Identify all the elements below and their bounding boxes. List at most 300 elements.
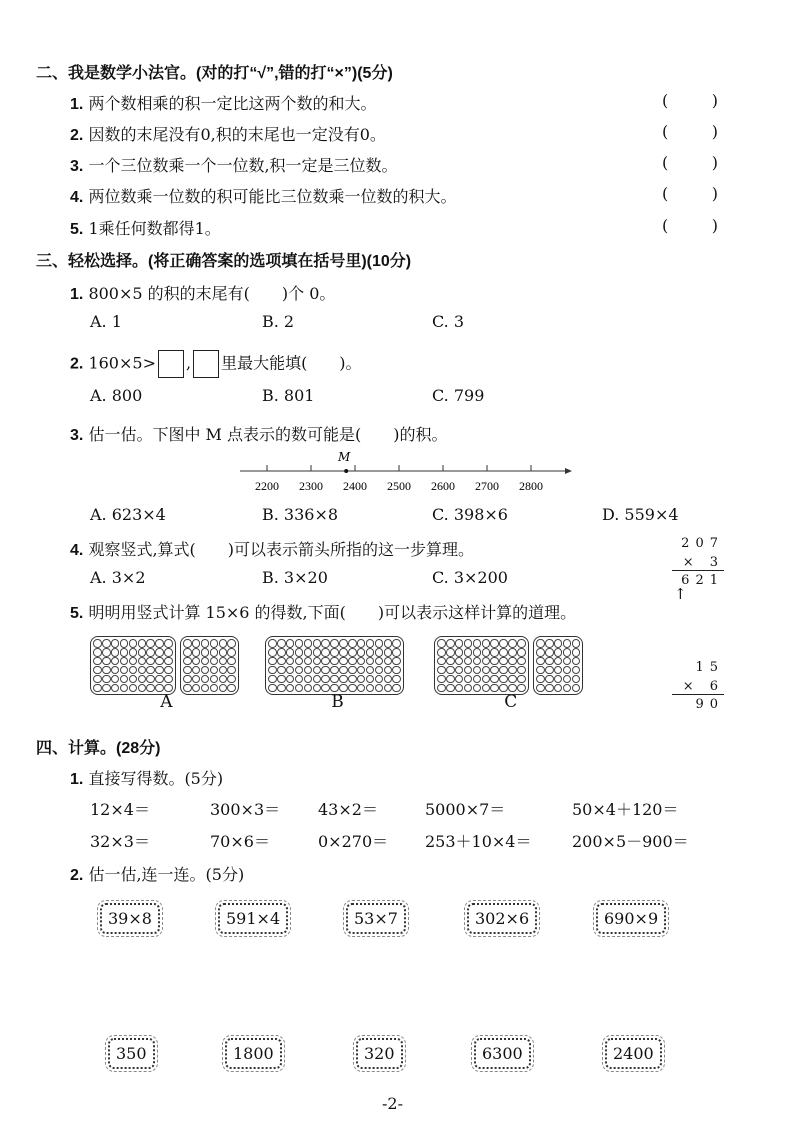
- dot: [102, 666, 111, 675]
- dot: [268, 657, 277, 666]
- dot: [554, 666, 563, 675]
- dot: [321, 684, 330, 693]
- dot: [437, 675, 446, 684]
- dot: [508, 657, 517, 666]
- dot: [545, 657, 554, 666]
- q-text: 明明用竖式计算 15×6 的得数,下面( )可以表示这样计算的道理。: [88, 603, 577, 622]
- calc-problem: 0×270＝: [318, 832, 389, 851]
- dot: [93, 684, 102, 693]
- dot: [129, 666, 138, 675]
- q-text: 两位数乘一位数的积可能比三位数乘一位数的积大。: [88, 187, 457, 206]
- dot: [482, 639, 491, 648]
- judgement-item: [70, 122, 386, 145]
- dot: [210, 639, 219, 648]
- dot: [201, 675, 210, 684]
- dot: [517, 639, 526, 648]
- point-m-label: M: [338, 450, 351, 464]
- dot: [129, 657, 138, 666]
- dot: [219, 684, 228, 693]
- dot: [277, 666, 286, 675]
- value-box[interactable]: 2400: [605, 1038, 662, 1069]
- dot: [375, 657, 384, 666]
- q2-option-b: B. 801: [262, 386, 315, 405]
- q-text: ,: [185, 353, 192, 373]
- dot: [183, 648, 192, 657]
- dot: [545, 675, 554, 684]
- dot: [286, 639, 295, 648]
- dot: [366, 684, 375, 693]
- answer-parentheses[interactable]: [662, 91, 718, 110]
- dot-grid: [180, 636, 239, 695]
- dot: [384, 648, 393, 657]
- dot: [490, 648, 499, 657]
- dot: [357, 639, 366, 648]
- dot: [455, 657, 464, 666]
- dot: [268, 675, 277, 684]
- dot: [508, 666, 517, 675]
- dot: [384, 684, 393, 693]
- paren-open: (: [662, 91, 669, 110]
- point-m: [344, 469, 348, 473]
- paren-open: (: [662, 184, 669, 203]
- dot: [227, 666, 236, 675]
- dot: [464, 684, 473, 693]
- dot: [268, 666, 277, 675]
- dot: [499, 639, 508, 648]
- dot: [286, 684, 295, 693]
- dot-grid: [265, 636, 404, 695]
- p2-text: [70, 862, 244, 885]
- dot: [545, 684, 554, 693]
- dot: [138, 657, 147, 666]
- section-4-title: 四、计算。(28分): [36, 740, 161, 757]
- dot: [348, 657, 357, 666]
- dot: [219, 666, 228, 675]
- dot: [375, 648, 384, 657]
- judgement-item: [70, 153, 398, 176]
- dot: [192, 666, 201, 675]
- dot: [446, 648, 455, 657]
- dot: [286, 666, 295, 675]
- q-num: 4.: [70, 542, 84, 559]
- dot: [277, 639, 286, 648]
- dot: [545, 648, 554, 657]
- dot: [286, 675, 295, 684]
- dot: [321, 666, 330, 675]
- dot: [464, 657, 473, 666]
- paren-close: ): [711, 216, 718, 235]
- dot: [183, 639, 192, 648]
- dot: [304, 639, 313, 648]
- dot: [339, 648, 348, 657]
- dot: [313, 639, 322, 648]
- q-num: 2.: [70, 355, 84, 373]
- dot: [572, 684, 581, 693]
- dot: [437, 666, 446, 675]
- answer-parentheses[interactable]: [662, 122, 718, 141]
- dot: [146, 639, 155, 648]
- dot: [437, 657, 446, 666]
- expression-box[interactable]: 39×8: [100, 903, 160, 934]
- calc-mult: × 6: [672, 679, 724, 695]
- dot: [210, 684, 219, 693]
- dot: [155, 657, 164, 666]
- dot: [111, 639, 120, 648]
- dot: [482, 675, 491, 684]
- q4-option-a: A. 3×2: [90, 568, 146, 587]
- calc-problem: 200×5－900＝: [572, 832, 689, 851]
- dot: [330, 639, 339, 648]
- calc-top: 15: [695, 660, 724, 675]
- dot: [155, 675, 164, 684]
- paren-close: ): [711, 91, 718, 110]
- q3-text: [70, 422, 447, 445]
- dot: [313, 648, 322, 657]
- dot: [464, 648, 473, 657]
- dot: [201, 666, 210, 675]
- dot: [192, 639, 201, 648]
- dot: [499, 648, 508, 657]
- dot: [339, 639, 348, 648]
- q-text: 观察竖式,算式( )可以表示箭头所指的这一步算理。: [88, 540, 475, 559]
- q-text: 直接写得数。(5分): [88, 769, 224, 788]
- dot: [464, 639, 473, 648]
- dot: [201, 657, 210, 666]
- paren-close: ): [711, 184, 718, 203]
- q-num: 1.: [70, 286, 84, 303]
- dot: [384, 657, 393, 666]
- dot: [357, 684, 366, 693]
- dot: [554, 675, 563, 684]
- dot: [295, 666, 304, 675]
- dot-grid: [434, 636, 529, 695]
- dot: [508, 639, 517, 648]
- dot: [129, 684, 138, 693]
- calc-problem: 43×2＝: [318, 800, 378, 819]
- dot: [545, 666, 554, 675]
- dot: [464, 675, 473, 684]
- dot: [375, 675, 384, 684]
- blank-box: [158, 350, 184, 378]
- dot: [517, 657, 526, 666]
- dot: [102, 675, 111, 684]
- judgement-item: [70, 91, 376, 114]
- dot: [146, 657, 155, 666]
- paren-open: (: [662, 122, 669, 141]
- answer-parentheses[interactable]: [662, 216, 718, 235]
- answer-parentheses[interactable]: [662, 153, 718, 172]
- dot: [192, 675, 201, 684]
- dot: [102, 657, 111, 666]
- dot: [375, 666, 384, 675]
- q-text: 两个数相乘的积一定比这两个数的和大。: [88, 94, 377, 113]
- dot: [164, 648, 173, 657]
- dot: [384, 675, 393, 684]
- dot: [563, 675, 572, 684]
- dot: [201, 684, 210, 693]
- dot: [392, 648, 401, 657]
- tick-label: 2800: [519, 479, 543, 493]
- calc-problem: 32×3＝: [90, 832, 150, 851]
- expression-box[interactable]: 591×4: [218, 903, 288, 934]
- q2-option-a: A. 800: [90, 386, 143, 405]
- judgement-item: [70, 184, 456, 207]
- q-num: 1.: [70, 771, 84, 788]
- tick-label: 2300: [299, 479, 323, 493]
- dot: [164, 675, 173, 684]
- dot: [313, 657, 322, 666]
- tick-label: 2700: [475, 479, 499, 493]
- dot: [455, 666, 464, 675]
- dot: [473, 666, 482, 675]
- dot: [464, 666, 473, 675]
- dot: [219, 648, 228, 657]
- dot: [304, 675, 313, 684]
- dot: [111, 657, 120, 666]
- figure-label-A: A: [160, 692, 173, 712]
- arrow-head-icon: [565, 468, 572, 474]
- q-num: 1.: [70, 96, 84, 113]
- dot: [455, 639, 464, 648]
- tick-label: 2500: [387, 479, 411, 493]
- dot: [219, 639, 228, 648]
- dot: [499, 657, 508, 666]
- dot: [536, 657, 545, 666]
- dot: [554, 639, 563, 648]
- dot: [210, 675, 219, 684]
- q-text: 里最大能填( )。: [221, 353, 362, 373]
- dot: [482, 657, 491, 666]
- calc-result: 90: [695, 697, 724, 712]
- dot: [473, 639, 482, 648]
- q1-option-b: B. 2: [262, 312, 295, 331]
- dot: [348, 675, 357, 684]
- dot: [120, 648, 129, 657]
- dot: [499, 684, 508, 693]
- dot: [545, 639, 554, 648]
- dot: [93, 639, 102, 648]
- q-num: 4.: [70, 189, 84, 206]
- dot: [446, 675, 455, 684]
- dot: [482, 684, 491, 693]
- dot: [268, 648, 277, 657]
- dot: [219, 657, 228, 666]
- q-text: 因数的末尾没有0,积的末尾也一定没有0。: [88, 125, 386, 144]
- calc-problem: 70×6＝: [210, 832, 270, 851]
- dot: [192, 648, 201, 657]
- tick-label: 2600: [431, 479, 455, 493]
- dot: [192, 684, 201, 693]
- expression-box[interactable]: 53×7: [346, 903, 406, 934]
- q3-option-c: C. 398×6: [432, 505, 508, 524]
- dot: [201, 639, 210, 648]
- dot: [517, 684, 526, 693]
- dot: [437, 684, 446, 693]
- dot: [536, 639, 545, 648]
- q-text: 一个三位数乘一个一位数,积一定是三位数。: [88, 156, 398, 175]
- dot: [473, 648, 482, 657]
- dot: [227, 675, 236, 684]
- calc-mult: × 3: [672, 555, 724, 571]
- dot: [164, 684, 173, 693]
- dot: [268, 684, 277, 693]
- dot: [321, 648, 330, 657]
- q-num: 5.: [70, 221, 84, 238]
- dot: [339, 684, 348, 693]
- dot: [517, 675, 526, 684]
- q-num: 2.: [70, 127, 84, 144]
- value-box[interactable]: 350: [108, 1038, 155, 1069]
- dot: [183, 675, 192, 684]
- answer-parentheses[interactable]: [662, 184, 718, 203]
- dot: [183, 657, 192, 666]
- calc-problem: 12×4＝: [90, 800, 150, 819]
- dot: [446, 684, 455, 693]
- dot: [129, 639, 138, 648]
- tick-label: 2400: [343, 479, 367, 493]
- dot: [102, 684, 111, 693]
- q-text: 估一估。下图中 M 点表示的数可能是( )的积。: [88, 425, 448, 444]
- dot: [473, 675, 482, 684]
- q-text: 160×5>: [88, 353, 156, 373]
- dot: [330, 657, 339, 666]
- q4-text: [70, 537, 474, 560]
- dot: [482, 648, 491, 657]
- dot: [164, 639, 173, 648]
- dot: [554, 648, 563, 657]
- dot: [536, 684, 545, 693]
- q-num: 5.: [70, 605, 84, 622]
- dot: [192, 657, 201, 666]
- q-text: 1乘任何数都得1。: [88, 219, 221, 238]
- dot: [357, 675, 366, 684]
- dot: [437, 648, 446, 657]
- dot: [313, 675, 322, 684]
- q5-text: [70, 600, 576, 623]
- q3-option-b: B. 336×8: [262, 505, 339, 524]
- dot: [490, 684, 499, 693]
- dot: [563, 648, 572, 657]
- dot: [357, 666, 366, 675]
- dot: [93, 657, 102, 666]
- dot: [268, 639, 277, 648]
- q1-option-c: C. 3: [432, 312, 465, 331]
- dot-grid: [533, 636, 583, 695]
- dot: [295, 675, 304, 684]
- figure-label-B: B: [331, 692, 344, 712]
- dot: [146, 648, 155, 657]
- dot: [164, 657, 173, 666]
- p1-text: [70, 766, 223, 789]
- dot: [219, 675, 228, 684]
- dot: [155, 684, 164, 693]
- dot: [120, 639, 129, 648]
- dot: [155, 666, 164, 675]
- paren-close: ): [711, 122, 718, 141]
- dot: [384, 666, 393, 675]
- dot: [508, 675, 517, 684]
- dot: [93, 666, 102, 675]
- dot: [348, 684, 357, 693]
- dot: [348, 648, 357, 657]
- dot: [120, 684, 129, 693]
- judgement-item: [70, 216, 221, 239]
- calc-result: 621: [681, 573, 724, 588]
- dot: [295, 648, 304, 657]
- dot: [446, 639, 455, 648]
- dot: [146, 675, 155, 684]
- dot: [517, 666, 526, 675]
- dot: [348, 639, 357, 648]
- dot: [392, 639, 401, 648]
- dot: [155, 639, 164, 648]
- dot: [517, 648, 526, 657]
- page-number: -2-: [382, 1094, 403, 1113]
- dot: [120, 675, 129, 684]
- dot: [499, 666, 508, 675]
- dot: [111, 666, 120, 675]
- expression-box[interactable]: 690×9: [596, 903, 666, 934]
- dot: [313, 684, 322, 693]
- dot: [446, 657, 455, 666]
- dot: [392, 675, 401, 684]
- dot: [508, 684, 517, 693]
- dot: [339, 657, 348, 666]
- number-line: [230, 445, 580, 500]
- section-3-title: 三、轻松选择。(将正确答案的选项填在括号里)(10分): [36, 253, 412, 270]
- dot: [277, 657, 286, 666]
- dot: [348, 666, 357, 675]
- dot: [277, 648, 286, 657]
- dot: [146, 666, 155, 675]
- dot: [366, 648, 375, 657]
- dot: [321, 675, 330, 684]
- dot: [563, 666, 572, 675]
- dot: [482, 666, 491, 675]
- dot: [563, 639, 572, 648]
- value-box[interactable]: 6300: [474, 1038, 531, 1069]
- dot: [508, 648, 517, 657]
- expression-box[interactable]: 302×6: [467, 903, 537, 934]
- q3-option-d: D. 559×4: [602, 505, 679, 524]
- calc-problem: 300×3＝: [210, 800, 281, 819]
- calc-problem: 5000×7＝: [425, 800, 506, 819]
- dot: [138, 684, 147, 693]
- dot: [321, 639, 330, 648]
- q1-option-a: A. 1: [90, 312, 122, 331]
- dot: [339, 666, 348, 675]
- value-box[interactable]: 1800: [225, 1038, 282, 1069]
- q-num: 3.: [70, 158, 84, 175]
- dot: [330, 666, 339, 675]
- dot: [490, 675, 499, 684]
- value-box[interactable]: 320: [356, 1038, 403, 1069]
- dot: [313, 666, 322, 675]
- vertical-calc-207x3: [672, 536, 724, 603]
- dot: [138, 639, 147, 648]
- dot: [357, 648, 366, 657]
- dot: [138, 666, 147, 675]
- dot: [183, 666, 192, 675]
- dot: [111, 675, 120, 684]
- dot: [572, 648, 581, 657]
- dot: [572, 657, 581, 666]
- dot: [129, 675, 138, 684]
- dot: [499, 675, 508, 684]
- dot: [321, 657, 330, 666]
- dot: [384, 639, 393, 648]
- dot: [392, 684, 401, 693]
